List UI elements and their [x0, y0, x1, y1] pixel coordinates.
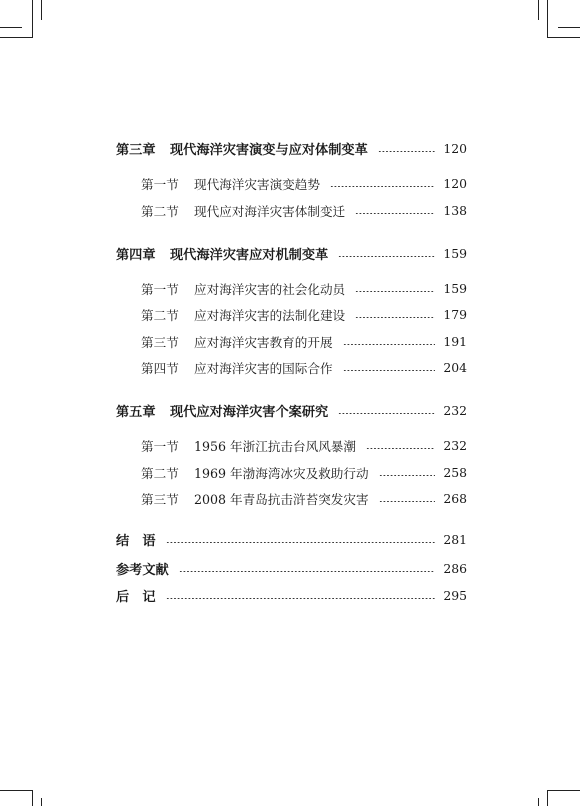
dot-leader	[355, 291, 435, 292]
dot-leader	[379, 475, 435, 476]
section-label: 第一节	[141, 438, 179, 454]
dot-leader	[343, 344, 435, 345]
page-number: 179	[443, 306, 467, 322]
page-number: 120	[443, 140, 467, 156]
toc-conclusion[interactable]	[116, 529, 467, 549]
entry-label: 参考文献	[116, 562, 169, 578]
dot-leader	[378, 151, 435, 152]
dot-leader	[330, 186, 435, 187]
section-label: 第三节	[141, 334, 179, 350]
page-number: 281	[443, 531, 467, 547]
dot-leader	[355, 317, 435, 318]
toc-references[interactable]	[116, 558, 467, 578]
toc-chapter-4[interactable]	[116, 243, 467, 263]
toc-section[interactable]	[141, 462, 467, 482]
chapter-label: 第五章	[116, 404, 156, 420]
toc-afterword[interactable]	[116, 585, 467, 605]
section-title: 应对海洋灾害的社会化动员	[194, 281, 346, 297]
chapter-label: 第四章	[116, 247, 156, 263]
entry-label: 结 语	[116, 533, 156, 549]
page-number: 120	[443, 175, 467, 191]
page-number: 159	[443, 280, 467, 296]
section-title: 应对海洋灾害的法制化建设	[194, 307, 346, 323]
page-number: 286	[443, 560, 467, 576]
section-label: 第二节	[141, 203, 179, 219]
dot-leader	[355, 213, 435, 214]
section-label: 第二节	[141, 307, 179, 323]
dot-leader	[338, 256, 435, 257]
chapter-title: 现代海洋灾害演变与应对体制变革	[170, 142, 368, 158]
toc-chapter-5[interactable]	[116, 400, 467, 420]
chapter-label: 第三章	[116, 142, 156, 158]
dot-leader	[379, 501, 435, 502]
dot-leader	[338, 413, 435, 414]
toc-section[interactable]	[141, 304, 467, 324]
section-label: 第四节	[141, 360, 179, 376]
section-title: 1969 年渤海湾冰灾及救助行动	[194, 465, 369, 481]
section-label: 第三节	[141, 491, 179, 507]
section-title: 2008 年青岛抗击浒苔突发灾害	[194, 491, 369, 507]
chapter-title: 现代海洋灾害应对机制变革	[170, 247, 329, 263]
toc-section[interactable]	[141, 200, 467, 220]
toc-section[interactable]	[141, 435, 467, 455]
toc-section[interactable]	[141, 488, 467, 508]
toc-chapter-3[interactable]	[116, 138, 467, 158]
section-label: 第二节	[141, 465, 179, 481]
page-number: 232	[443, 402, 467, 418]
entry-label: 后 记	[116, 589, 156, 605]
section-label: 第一节	[141, 281, 179, 297]
page-number: 159	[443, 245, 467, 261]
chapter-title: 现代应对海洋灾害个案研究	[170, 404, 329, 420]
dot-leader	[343, 370, 435, 371]
toc-section[interactable]	[141, 357, 467, 377]
dot-leader	[179, 571, 435, 572]
page-number: 138	[443, 202, 467, 218]
section-title: 应对海洋灾害教育的开展	[194, 334, 333, 350]
page-number: 295	[443, 587, 467, 603]
page-number: 191	[443, 333, 467, 349]
page-number: 232	[443, 437, 467, 453]
dot-leader	[366, 448, 435, 449]
dot-leader	[166, 542, 435, 543]
page-number: 268	[443, 490, 467, 506]
dot-leader	[166, 598, 435, 599]
toc-section[interactable]	[141, 278, 467, 298]
section-label: 第一节	[141, 176, 179, 192]
toc-section[interactable]	[141, 173, 467, 193]
section-title: 现代应对海洋灾害体制变迁	[194, 203, 346, 219]
section-title: 应对海洋灾害的国际合作	[194, 360, 333, 376]
page-number: 204	[443, 359, 467, 375]
page-number: 258	[443, 464, 467, 480]
section-title: 现代海洋灾害演变趋势	[194, 176, 320, 192]
toc-section[interactable]	[141, 331, 467, 351]
section-title: 1956 年浙江抗击台风风暴潮	[194, 438, 356, 454]
